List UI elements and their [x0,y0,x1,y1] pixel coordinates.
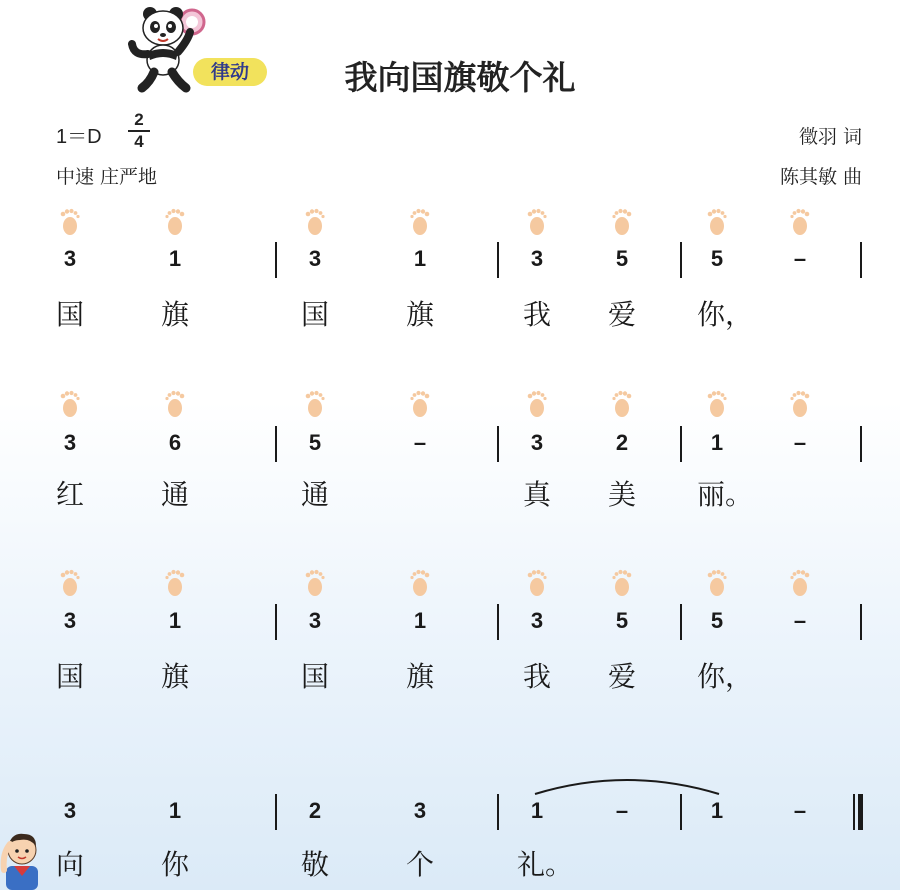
barline [860,242,862,278]
note: 3 [308,246,322,271]
footprint-icon [304,208,326,236]
tie-arc [527,768,727,798]
lyric-syllable: 礼。 [517,848,574,881]
footprint-icon [409,569,431,597]
barline [680,242,682,278]
note: 3 [530,246,544,271]
note: – [615,798,629,823]
barline [860,604,862,640]
note: 1 [168,246,182,271]
footprint-icon [526,569,548,597]
footprint-icon [59,208,81,236]
lyric-syllable: 爱 [607,298,636,331]
final-barline [858,794,863,830]
note: 3 [530,430,544,455]
lyric-syllable: 个 [405,848,434,881]
time-signature-top: 2 [134,110,144,129]
lyric-syllable: 向 [55,848,84,881]
note: 3 [63,430,77,455]
footprint-icon [304,390,326,418]
footprint-icon [706,208,728,236]
footprint-icon [59,390,81,418]
footprint-icon [164,569,186,597]
footprint-icon [304,569,326,597]
footprint-icon [706,390,728,418]
footprint-icon [706,569,728,597]
lyric-syllable: 我 [522,660,551,693]
footprint-icon [409,208,431,236]
lyric-syllable: 爱 [607,660,636,693]
composer-credit: 陈其敏 曲 [779,166,862,188]
lyric-syllable: 旗 [160,660,189,693]
note: – [793,608,807,633]
tempo-marking: 中速 庄严地 [56,166,158,188]
lyric-syllable: 国 [300,660,329,693]
barline [275,426,277,462]
note: – [793,246,807,271]
barline [853,794,855,830]
note: 3 [530,608,544,633]
barline [680,426,682,462]
lyric-syllable: 丽。 [697,478,754,511]
note: 1 [168,798,182,823]
note: 1 [710,430,724,455]
note: 3 [63,608,77,633]
note: 3 [63,798,77,823]
lyric-syllable: 敬 [300,848,329,881]
lyric-syllable: 美 [607,478,636,511]
footprint-icon [164,208,186,236]
footprint-icon [789,390,811,418]
note: 2 [308,798,322,823]
lyric-syllable: 通 [160,478,189,511]
time-signature [126,110,152,152]
lyric-syllable: 国 [300,298,329,331]
saluting-child-illustration [0,826,44,890]
note: – [793,430,807,455]
lyric-syllable: 真 [522,478,551,511]
footprint-icon [59,569,81,597]
note: 5 [308,430,322,455]
note: 3 [308,608,322,633]
lyric-syllable: 国 [55,298,84,331]
barline [275,242,277,278]
footprint-icon [526,208,548,236]
lyric-syllable: 你， [697,660,754,693]
note: – [413,430,427,455]
note: 1 [413,608,427,633]
note: 1 [413,246,427,271]
note: 5 [710,246,724,271]
footprint-icon [611,208,633,236]
key-signature: 1＝D [56,126,102,148]
time-signature-bottom: 4 [134,132,144,151]
barline [497,604,499,640]
note: 2 [615,430,629,455]
footprint-icon [164,390,186,418]
note: 5 [615,608,629,633]
barline [275,604,277,640]
note: 3 [63,246,77,271]
note: 1 [168,608,182,633]
footprint-icon [611,569,633,597]
footprint-icon [526,390,548,418]
footprint-icon [789,569,811,597]
note: 1 [710,798,724,823]
lyric-syllable: 旗 [160,298,189,331]
barline [497,242,499,278]
barline [275,794,277,830]
barline [680,604,682,640]
lyric-syllable: 你， [697,298,754,331]
note: 1 [530,798,544,823]
lyric-syllable: 你 [160,848,189,881]
lyric-syllable: 旗 [405,298,434,331]
note: 5 [615,246,629,271]
lyricist-credit: 徵羽 词 [798,126,862,148]
note: 6 [168,430,182,455]
barline [497,794,499,830]
song-title: 我向国旗敬个礼 [344,58,576,97]
footprint-icon [789,208,811,236]
lyric-syllable: 通 [300,478,329,511]
lyric-syllable: 红 [55,478,84,511]
footprint-icon [611,390,633,418]
note: – [793,798,807,823]
lyric-syllable: 我 [522,298,551,331]
lyric-syllable: 国 [55,660,84,693]
barline [860,426,862,462]
section-tag-badge: 律动 [193,58,267,86]
footprint-icon [409,390,431,418]
lyric-syllable: 旗 [405,660,434,693]
barline [680,794,682,830]
barline [497,426,499,462]
note: 3 [413,798,427,823]
note: 5 [710,608,724,633]
